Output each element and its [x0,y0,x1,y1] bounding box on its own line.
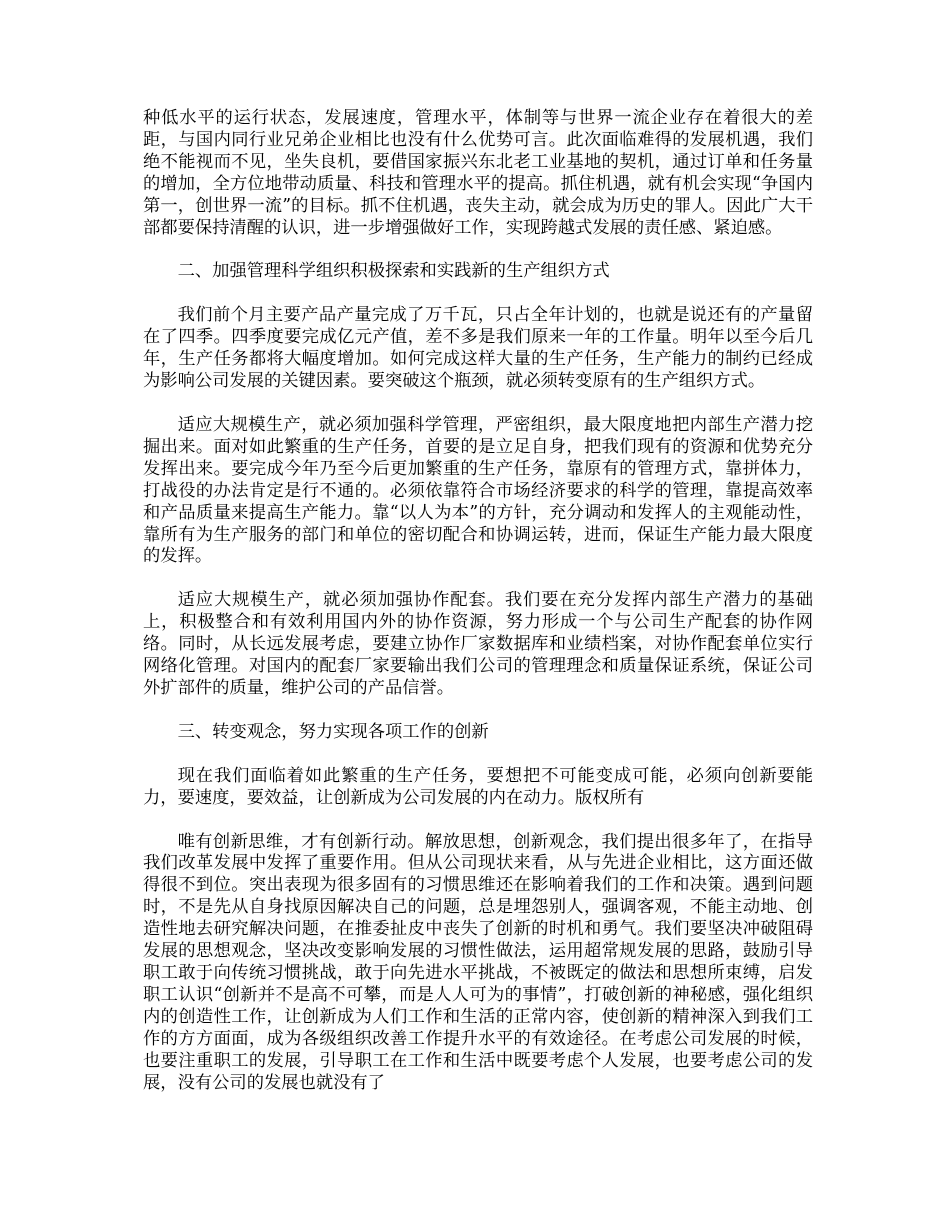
section-heading: 三、转变观念，努力实现各项工作的创新 [177,721,489,742]
document-page [143,108,813,1094]
body-paragraph: 唯有创新思维，才有创新行动。解放思想，创新观念，我们提出很多年了，在指导我们改革发展中发挥了重要作用。但从公司现状来看，从与先进企业相比，这方面还做得很不到位。突出表现为很多固有的习惯思维还在影响着我们的工作和决策。遇到问题时，不是先从自身找原因解决自己的问题，总是埋怨别人，强调客观，不能主动地、创造性地去研究解决问题，在推委扯皮中丧失了创新的时机和勇气。我们要坚决冲破阻碍发展的思想观念，坚决改变影响发展的习惯性做法，运用超常规发展的思路，鼓励引导职工敢于向传统习惯挑战，敢于向先进水平挑战，不被既定的做法和思想所束缚，启发职工认识“创新并不是高不可攀，而是人人可为的事情”，打破创新的神秘感，强化组织内的创造性工作，让创新成为人们工作和生活的正常内容，使创新的精神深入到我们工作的方方面面，成为各级组织改善工作提升水平的有效途径。在考虑公司发展的时候，也要注重职工的发展，引导职工在工作和生活中既要考虑个人发展，也要考虑公司的发展，没有公司的发展也就没有了 [143,831,813,1093]
section-heading: 二、加强管理科学组织积极探索和实践新的生产组织方式 [177,261,610,282]
body-paragraph: 现在我们面临着如此繁重的生产任务，要想把不可能变成可能，必须向创新要能力，要速度，要效益，让创新成为公司发展的内在动力。版权所有 [143,765,813,808]
body-paragraph: 我们前个月主要产品产量完成了万千瓦，只占全年计划的，也就是说还有的产量留在了四季。四季度要完成亿元产值，差不多是我们原来一年的工作量。明年以至今后几年，生产任务都将大幅度增加。如何完成这样大量的生产任务，生产能力的制约已经成为影响公司发展的关键因素。要突破这个瓶颈，就必须转变原有的生产组织方式。 [143,305,813,392]
body-paragraph: 适应大规模生产，就必须加强协作配套。我们要在充分发挥内部生产潜力的基础上，积极整合和有效利用国内外的协作资源，努力形成一个与公司生产配套的协作网络。同时，从长远发展考虑，要建立协作厂家数据库和业绩档案，对协作配套单位实行网络化管理。对国内的配套厂家要输出我们公司的管理理念和质量保证系统，保证公司外扩部件的质量，维护公司的产品信誉。 [143,590,813,698]
body-paragraph: 适应大规模生产，就必须加强科学管理，严密组织，最大限度地把内部生产潜力挖掘出来。面对如此繁重的生产任务，首要的是立足自身，把我们现有的资源和优势充分发挥出来。要完成今年乃至今后更加繁重的生产任务，靠原有的管理方式，靠拼体力，打战役的办法肯定是行不通的。必须依靠符合市场经济要求的科学的管理，靠提高效率和产品质量来提高生产能力。靠“以人为本”的方针，充分调动和发挥人的主观能动性，靠所有为生产服务的部门和单位的密切配合和协调运转，进而，保证生产能力最大限度的发挥。 [143,414,813,567]
body-paragraph: 种低水平的运行状态，发展速度，管理水平，体制等与世界一流企业存在着很大的差距，与国内同行业兄弟企业相比也没有什么优势可言。此次面临难得的发展机遇，我们绝不能视而不见，坐失良机，要借国家振兴东北老工业基地的契机，通过订单和任务量的增加，全方位地带动质量、科技和管理水平的提高。抓住机遇，就有机会实现“争国内第一，创世界一流”的目标。抓不住机遇，丧失主动，就会成为历史的罪人。因此广大干部都要保持清醒的认识，进一步增强做好工作，实现跨越式发展的责任感、紧迫感。 [143,108,813,238]
